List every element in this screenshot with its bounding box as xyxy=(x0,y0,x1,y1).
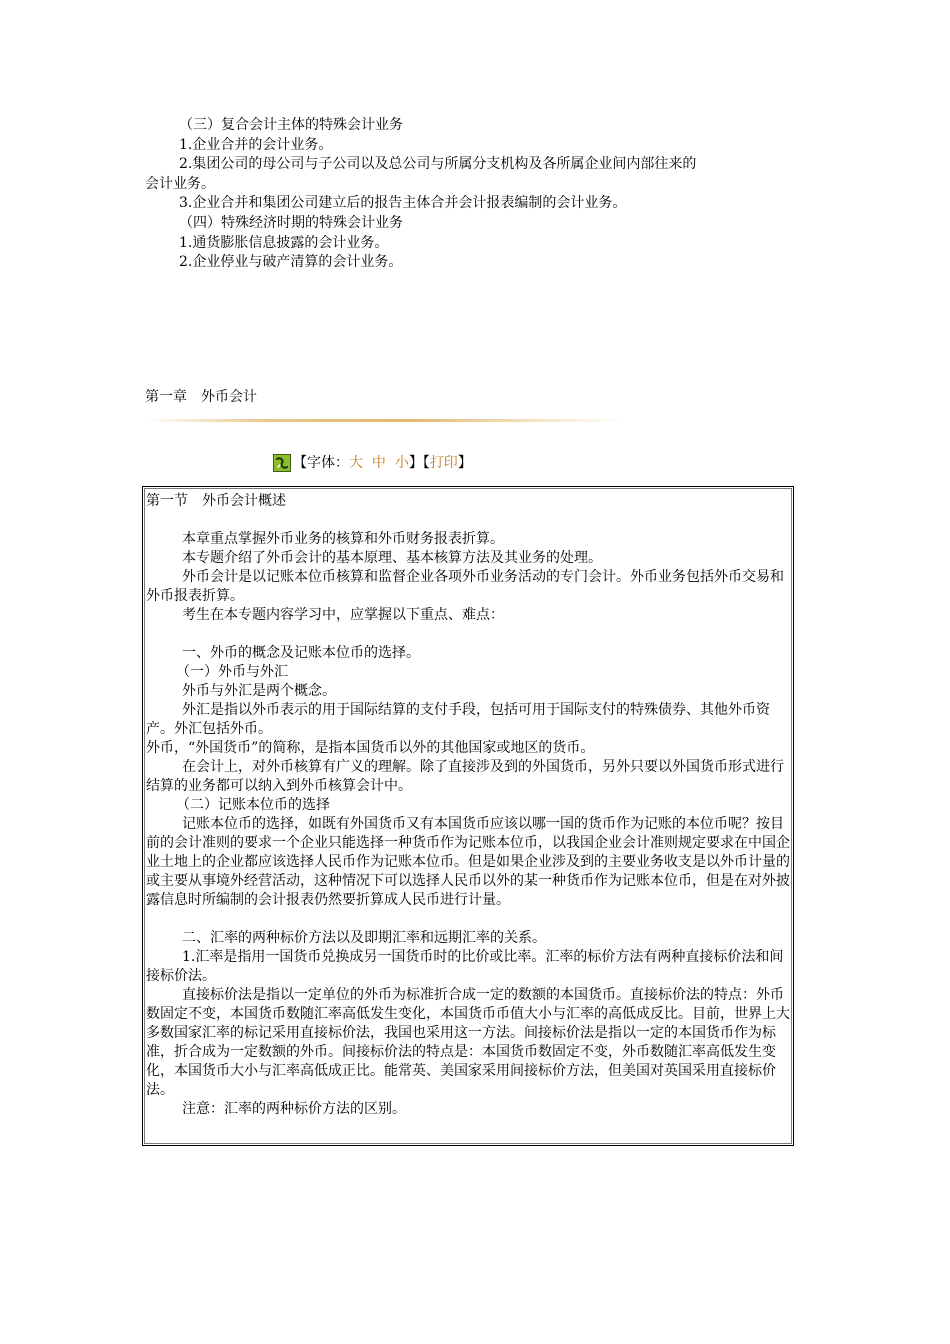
paragraph: 外币，“外国货币”的简称，是指本国货币以外的其他国家或地区的货币。 xyxy=(146,740,595,756)
font-size-large-link[interactable]: 大 xyxy=(349,455,363,471)
chapter-title: 第一章 外币会计 xyxy=(145,389,257,405)
section-heading: 一、外币的概念及记账本位币的选择。 xyxy=(182,645,420,661)
paragraph: 直接标价法是指以一定单位的外币为标准折合成一定的数额的本国货币。直接标价法的特点：外币数固定不变，本国货币数随汇率高低发生变化，本国货币币值大小与汇率的高低成反比。目前，世界上大多数国家汇率的标记采用直接标价法，我国也采用这一方法。间接标价法是指以一定的本国货币作为标准，折合成为一定数额的外币。间接标价法的特点是：本国货币数固定不变，外币数随汇率高低发生变化，本国货币大小与汇率高低成正比。能常英、美国家采用间接标价方法，但美国对英国采用直接标价法。 xyxy=(146,987,790,1098)
font-tool-icon xyxy=(273,454,291,472)
heading-special-period: （四）特殊经济时期的特殊会计业务 xyxy=(179,214,403,231)
list-item: 2.企业停业与破产清算的会计业务。 xyxy=(179,254,403,271)
font-size-medium-link[interactable]: 中 xyxy=(371,455,386,471)
paragraph: 本专题介绍了外币会计的基本原理、基本核算方法及其业务的处理。 xyxy=(182,550,602,566)
paragraph: 外币会计是以记账本位币核算和监督企业各项外币业务活动的专门会计。外币业务包括外币交易和外币报表折算。 xyxy=(146,569,784,604)
font-size-small-link[interactable]: 小 xyxy=(394,455,409,471)
list-item: 1.通货膨胀信息披露的会计业务。 xyxy=(179,234,389,251)
section-title: 第一节 外币会计概述 xyxy=(146,493,286,509)
list-item: 3.企业合并和集团公司建立后的报告主体合并会计报表编制的会计业务。 xyxy=(179,195,627,212)
bracket-close: 】 xyxy=(457,455,472,471)
divider xyxy=(143,419,623,422)
bracket-separator: 】【 xyxy=(408,455,430,471)
paragraph: 记账本位币的选择，如既有外国货币又有本国货币应该以哪一国的货币作为记账的本位币呢？按目前的会计准则的要求一个企业只能选择一种货币作为记账本位币，以我国企业会计准则规定要求在中国企业土地上的企业都应该选择人民币作为记账本位币。但是如果企业涉及到的主要业务收支是以外币计量的或主要从事境外经营活动，这种情况下可以选择人民币以外的某一种货币作为记账本位币，但是在对外披露信息时所编制的会计报表仍然要折算成人民币进行计量。 xyxy=(146,816,790,908)
list-item: 2.集团公司的母公司与子公司以及总公司与所属分支机构及各所属企业间内部往来的 xyxy=(179,156,697,173)
font-label: 【字体： xyxy=(293,455,349,471)
print-link[interactable]: 打印 xyxy=(429,455,458,471)
paragraph: 考生在本专题内容学习中，应掌握以下重点、难点： xyxy=(182,607,504,623)
content-box xyxy=(142,486,794,1146)
note: 注意：汇率的两种标价方法的区别。 xyxy=(182,1101,406,1117)
paragraph: 在会计上，对外币核算有广义的理解。除了直接涉及到的外国货币，另外只要以外国货币形式进行结算的业务都可以纳入到外币核算会计中。 xyxy=(146,759,784,794)
section-heading: 二、汇率的两种标价方法以及即期汇率和远期汇率的关系。 xyxy=(182,930,546,946)
paragraph: 外币与外汇是两个概念。 xyxy=(182,683,336,699)
heading-composite-entity: （三）复合会计主体的特殊会计业务 xyxy=(179,117,403,133)
content-body xyxy=(146,492,792,1119)
subheading: （二）记账本位币的选择 xyxy=(176,797,330,813)
list-item-continuation: 会计业务。 xyxy=(145,175,215,192)
font-toolbar xyxy=(273,453,472,473)
paragraph: 外汇是指以外币表示的用于国际结算的支付手段，包括可用于国际支付的特殊债券、其他外币资产。外汇包括外币。 xyxy=(146,702,770,737)
paragraph: 1.汇率是指用一国货币兑换成另一国货币时的比价或比率。汇率的标价方法有两种直接标价法和间接标价法。 xyxy=(146,949,784,984)
subheading: （一）外币与外汇 xyxy=(176,664,288,680)
list-item: 1.企业合并的会计业务。 xyxy=(179,136,333,153)
top-section xyxy=(145,116,797,273)
paragraph: 本章重点掌握外币业务的核算和外币财务报表折算。 xyxy=(182,531,504,547)
